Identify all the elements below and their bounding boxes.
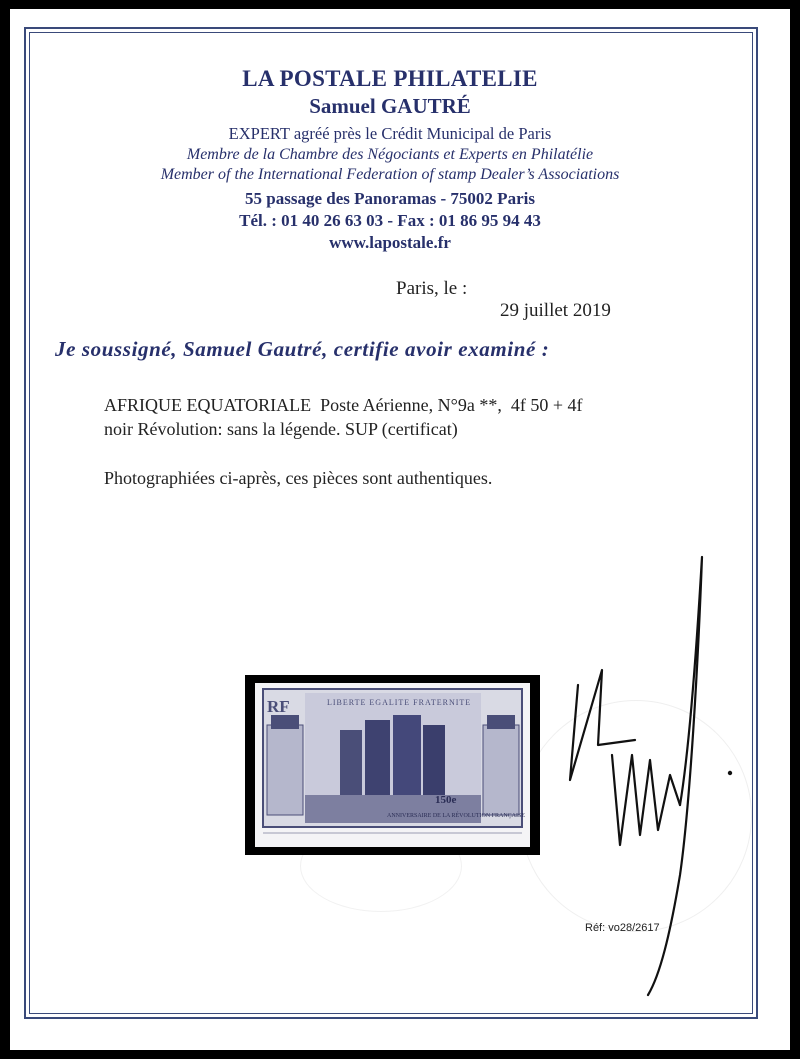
stamp-legend: ANNIVERSAIRE DE LA RÉVOLUTION FRANÇAISE xyxy=(387,813,525,819)
reference-number: Réf: vo28/2617 xyxy=(585,922,660,934)
website: www.lapostale.fr xyxy=(329,233,451,252)
expert-qualification: EXPERT agréé près le Crédit Municipal de Paris xyxy=(228,124,552,143)
stamp-image xyxy=(245,675,540,855)
membership-english: Member of the International Federation of stamp Dealer’s Associations xyxy=(160,166,620,183)
phone-fax: Tél. : 01 40 26 63 03 - Fax : 01 86 95 94 43 xyxy=(239,211,541,230)
stamp-rf-mark: RF xyxy=(267,697,290,716)
authenticity-statement: Photographiées ci-après, ces pièces sont authentiques. xyxy=(104,468,493,488)
expert-name: Samuel GAUTRÉ xyxy=(309,94,471,118)
membership-french: Membre de la Chambre des Négociants et Experts en Philatélie xyxy=(186,146,594,163)
expert-signature xyxy=(540,545,760,1005)
stamp-anniversary: 150e xyxy=(435,794,457,806)
item-description-line1: AFRIQUE EQUATORIALE Poste Aérienne, N°9a **, 4f 50 + 4f xyxy=(104,395,583,415)
stamp-photo xyxy=(245,675,540,855)
place-label: Paris, le : xyxy=(396,278,468,299)
stamp-motto: LIBERTE EGALITE FRATERNITE xyxy=(327,698,472,707)
certify-statement: Je soussigné, Samuel Gautré, certifie avoir examiné : xyxy=(55,337,550,361)
item-description-line2: noir Révolution: sans la légende. SUP (certificat) xyxy=(104,419,458,439)
address: 55 passage des Panoramas - 75002 Paris xyxy=(245,189,535,208)
certificate-date: 29 juillet 2019 xyxy=(500,300,611,321)
company-name: LA POSTALE PHILATELIE xyxy=(242,66,538,91)
